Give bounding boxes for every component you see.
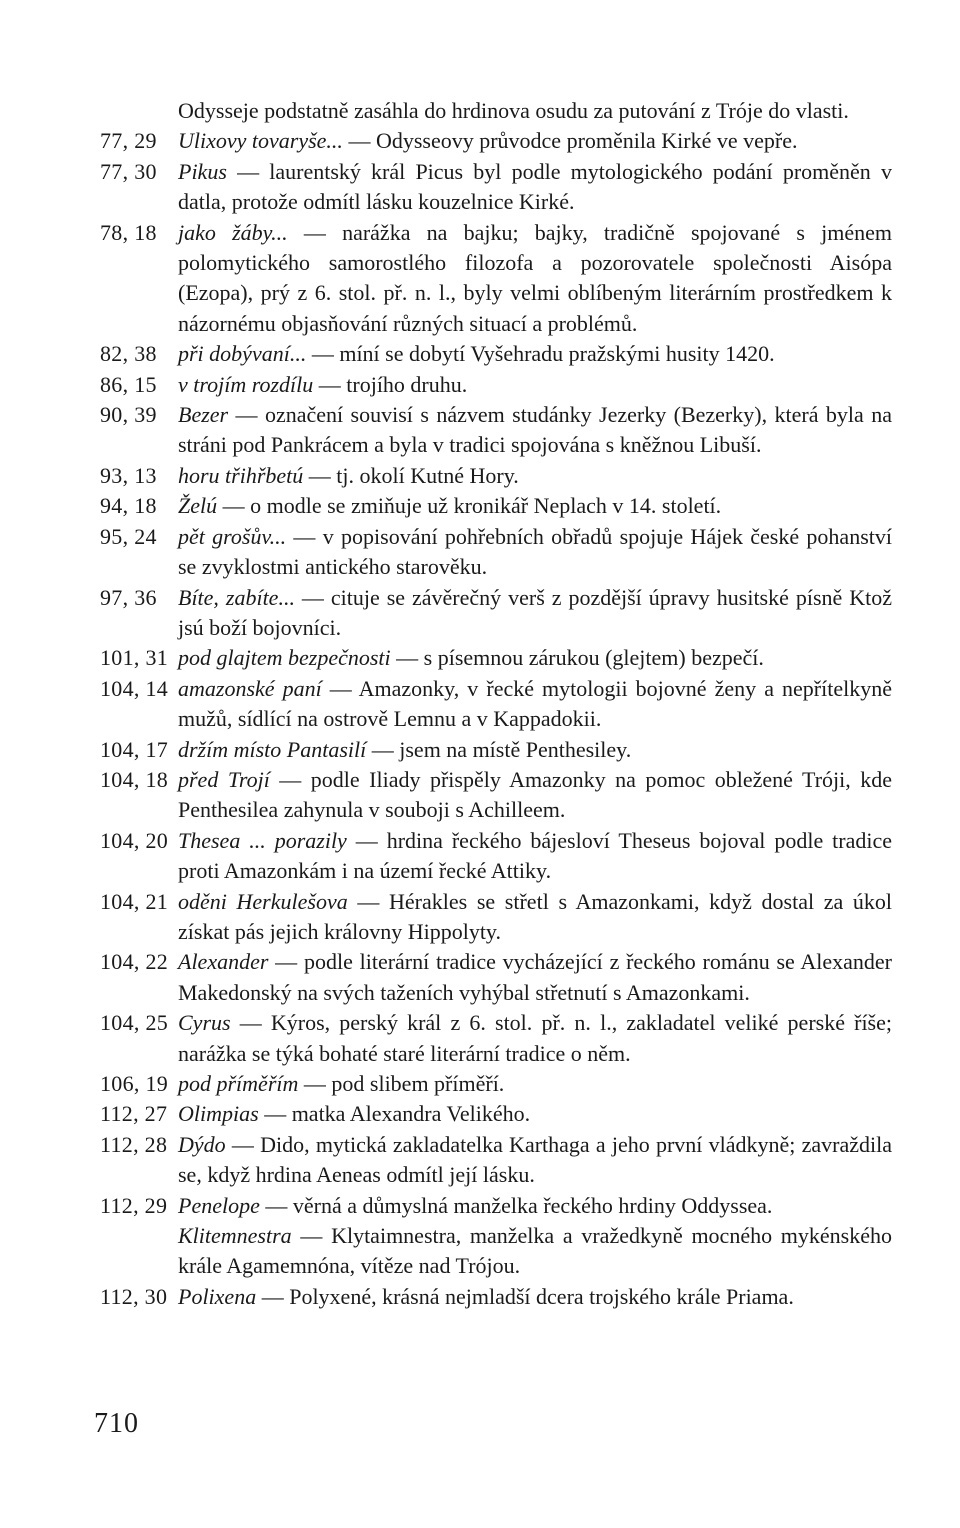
note-reference: 77, 30 bbox=[100, 158, 157, 184]
note-body bbox=[178, 126, 892, 156]
note-text: — míní se dobytí Vyšehradu pražskými husity 1420. bbox=[306, 341, 775, 367]
note-term: při dobývaní... bbox=[178, 341, 307, 367]
note-entry bbox=[100, 1099, 892, 1129]
note-reference: 106, 19 bbox=[100, 1071, 169, 1096]
note-body bbox=[178, 674, 892, 735]
note-entry bbox=[100, 370, 892, 400]
note-text: — Dido, mytická zakladatelka Karthaga a jeho první vládkyně; zavraždila se, když hrdina Aeneas odmítl její lásku. bbox=[178, 1131, 892, 1188]
note-text: — Klytaimnestra, manželka a vražedkyně mocného mykénského krále Agamemnóna, vítěze nad Trójou. bbox=[178, 1223, 892, 1279]
note-text: — hrdina řeckého bájesloví Theseus bojoval podle tradice proti Amazonkám i na území řecké Attiky. bbox=[178, 827, 892, 884]
note-term: Želú bbox=[178, 493, 218, 519]
note-text: — o modle se zmiňuje už kronikář Neplach v 14. století. bbox=[217, 493, 722, 519]
note-text: — podle Iliady přispěly Amazonky na pomoc obležené Tróji, kde Penthesilea zahynula v souboji s Achilleem. bbox=[178, 766, 892, 823]
note-reference: 104, 20 bbox=[100, 827, 169, 853]
note-term: Klitemnestra bbox=[178, 1223, 292, 1249]
note-term: před Trojí bbox=[178, 766, 270, 792]
note-body bbox=[178, 1099, 892, 1129]
note-text: — Odysseovy průvodce proměnila Kirké ve vepře. bbox=[342, 128, 798, 154]
note-term: pod glajtem bezpečnosti bbox=[178, 645, 391, 671]
note-entry bbox=[100, 1191, 892, 1221]
note-body bbox=[178, 96, 892, 126]
note-entry bbox=[100, 583, 892, 644]
note-reference: 104, 25 bbox=[100, 1010, 169, 1036]
note-text: — Polyxené, krásná nejmladší dcera trojského krále Priama. bbox=[256, 1283, 794, 1309]
page-number: 710 bbox=[94, 1408, 139, 1439]
note-body bbox=[178, 400, 892, 461]
note-term: jako žáby... bbox=[178, 219, 288, 245]
note-term: oděni Herkulešova bbox=[178, 888, 348, 914]
note-reference: 78, 18 bbox=[100, 219, 157, 245]
note-text: — s písemnou zárukou (glejtem) bezpečí. bbox=[390, 645, 764, 671]
note-body bbox=[178, 583, 892, 644]
note-entry bbox=[100, 491, 892, 521]
note-body bbox=[178, 461, 892, 491]
note-text: — jsem na místě Penthesiley. bbox=[366, 736, 632, 762]
note-body bbox=[178, 735, 892, 765]
note-text: — označení souvisí s názvem studánky Jezerky (Bezerky), která byla na stráni pod Pankrácem a byla v tradici spojována s kněžnou Libuší. bbox=[178, 402, 892, 458]
note-reference: 104, 21 bbox=[100, 888, 169, 914]
note-body bbox=[178, 1282, 892, 1312]
note-entry bbox=[100, 947, 892, 1008]
note-entry bbox=[100, 1008, 892, 1069]
note-reference: 104, 22 bbox=[100, 949, 169, 975]
note-body bbox=[178, 1069, 892, 1099]
notes-list bbox=[100, 96, 892, 1312]
note-entry bbox=[100, 1221, 892, 1282]
note-text: Odysseje podstatně zasáhla do hrdinova osudu za putování z Tróje do vlasti. bbox=[178, 98, 849, 123]
note-reference: 112, 28 bbox=[100, 1131, 168, 1157]
note-term: horu třihřbetú bbox=[178, 462, 304, 488]
note-term: Pikus bbox=[178, 158, 227, 184]
note-term: Penelope bbox=[178, 1192, 260, 1218]
note-text: — trojího druhu. bbox=[313, 371, 468, 397]
note-entry bbox=[100, 674, 892, 735]
note-entry bbox=[100, 522, 892, 583]
note-entry bbox=[100, 96, 892, 126]
note-body bbox=[178, 643, 892, 673]
note-body bbox=[178, 826, 892, 887]
note-text: — narážka na bajku; bajky, tradičně spojované s jménem polomytického samorostlého filozofa a pozorovatele společnosti Aisópa (Ezopa), prý z 6. stol. př. n. l., byly velmi oblíbeným literárním prostředkem k názornému objasňování různých situací a problémů. bbox=[178, 219, 892, 336]
note-reference: 82, 38 bbox=[100, 341, 157, 367]
note-term: Cyrus bbox=[178, 1010, 231, 1036]
note-term: pět grošův... bbox=[178, 523, 287, 549]
note-entry bbox=[100, 218, 892, 340]
note-entry bbox=[100, 126, 892, 156]
note-body bbox=[178, 370, 892, 400]
note-text: — matka Alexandra Velikého. bbox=[258, 1101, 531, 1127]
note-text: — věrná a důmyslná manželka řeckého hrdiny Oddyssea. bbox=[259, 1192, 773, 1218]
note-entry bbox=[100, 157, 892, 218]
note-text: — v popisování pohřebních obřadů spojuje Hájek české pohanství se zvyklostmi antického starověku. bbox=[178, 523, 892, 580]
note-reference: 101, 31 bbox=[100, 645, 169, 671]
note-reference: 112, 29 bbox=[100, 1192, 168, 1218]
note-reference: 97, 36 bbox=[100, 584, 157, 610]
note-entry bbox=[100, 1282, 892, 1312]
note-term: držím místo Pantasilí bbox=[178, 736, 367, 762]
note-term: Olimpias bbox=[178, 1101, 259, 1127]
note-text: — cituje se závěrečný verš z pozdější úpravy husitské písně Ktož jsú boží bojovníci. bbox=[178, 584, 893, 640]
note-reference: 104, 17 bbox=[100, 736, 169, 762]
note-text: — podle literární tradice vycházející z řeckého románu se Alexander Makedonský na svých taženích vyhýbal střetnutí s Amazonkami. bbox=[178, 949, 892, 1005]
note-reference: 93, 13 bbox=[100, 462, 157, 488]
note-entry bbox=[100, 735, 892, 765]
note-entry bbox=[100, 643, 892, 673]
note-reference: 104, 18 bbox=[100, 766, 169, 792]
note-reference: 77, 29 bbox=[100, 128, 157, 154]
note-term: amazonské paní bbox=[178, 675, 322, 701]
note-reference: 90, 39 bbox=[100, 402, 157, 428]
note-reference: 95, 24 bbox=[100, 523, 157, 549]
note-body bbox=[178, 1221, 892, 1282]
note-body bbox=[178, 947, 892, 1008]
note-entry bbox=[100, 339, 892, 369]
note-term: Bezer bbox=[178, 402, 229, 428]
note-reference: 112, 27 bbox=[100, 1101, 168, 1127]
note-term: Thesea ... porazily bbox=[178, 827, 347, 853]
note-text: — laurentský král Picus byl podle mytologického podání proměněn v datla, protože odmítl lásku kouzelnice Kirké. bbox=[178, 158, 892, 215]
note-entry bbox=[100, 1069, 892, 1099]
note-text: — Kýros, perský král z 6. stol. př. n. l., zakladatel veliké perské říše; narážka se týká bohaté staré literární tradice o něm. bbox=[178, 1010, 892, 1066]
note-body bbox=[178, 887, 892, 948]
note-text: — pod slibem příměří. bbox=[298, 1071, 505, 1096]
note-body bbox=[178, 218, 892, 340]
note-body bbox=[178, 1130, 892, 1191]
note-text: — Hérakles se střetl s Amazonkami, když dostal za úkol získat pás jejich královny Hippolyty. bbox=[178, 888, 893, 944]
note-reference: 86, 15 bbox=[100, 371, 157, 397]
note-term: v trojím rozdílu bbox=[178, 371, 314, 397]
note-entry bbox=[100, 1130, 892, 1191]
note-term: Ulixovy tovaryše... bbox=[178, 128, 343, 154]
note-entry bbox=[100, 461, 892, 491]
note-reference: 94, 18 bbox=[100, 493, 157, 519]
note-body bbox=[178, 157, 892, 218]
note-text: — tj. okolí Kutné Hory. bbox=[303, 462, 519, 488]
note-body bbox=[178, 1008, 892, 1069]
note-body bbox=[178, 491, 892, 521]
note-term: pod příměřím bbox=[178, 1071, 299, 1096]
note-body bbox=[178, 339, 892, 369]
note-body bbox=[178, 522, 892, 583]
note-entry bbox=[100, 400, 892, 461]
note-term: Bíte, zabíte... bbox=[178, 584, 295, 610]
note-term: Polixena bbox=[178, 1283, 257, 1309]
note-entry bbox=[100, 765, 892, 826]
note-body bbox=[178, 1191, 892, 1221]
note-entry bbox=[100, 887, 892, 948]
note-term: Dýdo bbox=[178, 1131, 226, 1157]
note-reference: 104, 14 bbox=[100, 675, 169, 701]
note-entry bbox=[100, 826, 892, 887]
note-reference: 112, 30 bbox=[100, 1283, 168, 1309]
note-text: — Amazonky, v řecké mytologii bojovné ženy a nepřítelkyně mužů, sídlící na ostrově Lemnu a v Kappadokii. bbox=[178, 675, 892, 732]
note-term: Alexander bbox=[178, 949, 269, 975]
note-body bbox=[178, 765, 892, 826]
